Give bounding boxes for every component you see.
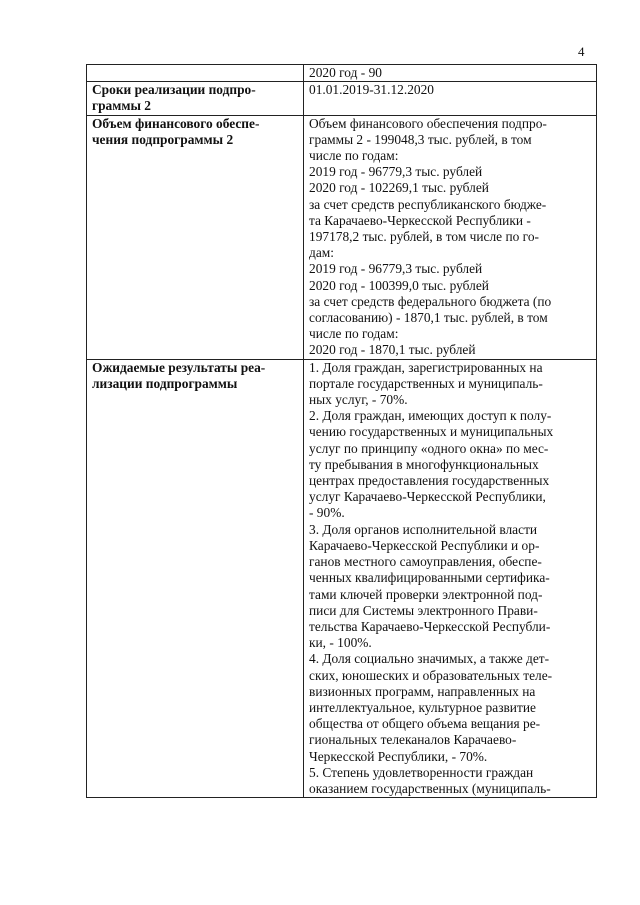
row-value-cell [304, 65, 597, 82]
page-number: 4 [578, 44, 585, 59]
label-line: граммы 2 [92, 98, 151, 114]
value-line: Объем финансового обеспечения подпро- [309, 115, 547, 131]
value-line: граммы 2 - 199048,3 тыс. рублей, в том [309, 131, 532, 147]
value-line: 2020 год - 90 [309, 65, 382, 80]
value-line: 2019 год - 96779,3 тыс. рублей [309, 261, 483, 277]
value-line: 5. Степень удовлетворенности граждан [309, 764, 534, 780]
row-label-cell [87, 359, 304, 797]
value-line: ки, - 100%. [309, 635, 372, 651]
row-label-cell [87, 82, 304, 115]
value-line: ных услуг, - 70%. [309, 392, 408, 408]
subprogram-passport-table [86, 64, 597, 798]
value-line: ту пребывания в многофункциональных [309, 456, 539, 472]
value-line: ских, юношеских и образовательных теле- [309, 667, 553, 683]
value-line: услуг по принципу «одного окна» по мес- [309, 440, 549, 456]
value-line: интеллектуальное, культурное развитие [309, 699, 536, 715]
value-line: Черкесской Республики, - 70%. [309, 748, 488, 764]
label-line: чения подпрограммы 2 [92, 131, 234, 147]
label-line: Объем финансового обеспе- [92, 115, 260, 131]
table-row [87, 65, 597, 82]
value-line: гиональных телеканалов Карачаево- [309, 732, 517, 748]
row-value-cell [304, 359, 597, 797]
value-line: 2. Доля граждан, имеющих доступ к полу- [309, 408, 552, 424]
value-line: дам: [309, 245, 334, 261]
table-row [87, 115, 597, 359]
value-line: чению государственных и муниципальных [309, 424, 554, 440]
value-line: согласованию) - 1870,1 тыс. рублей, в том [309, 310, 548, 326]
value-line: ченных квалифицированными сертифика- [309, 570, 550, 586]
value-line: 197178,2 тыс. рублей, в том числе по го- [309, 229, 539, 245]
value-line: числе по годам: [309, 148, 399, 164]
value-line: оказанием государственных (муниципаль- [309, 780, 551, 796]
value-line: та Карачаево-Черкесской Республики - [309, 212, 531, 228]
label-line: лизации подпрограммы [92, 375, 238, 391]
value-line: тами ключей проверки электронной под- [309, 586, 543, 602]
label-line: Сроки реализации подпро- [92, 82, 256, 98]
value-line: 01.01.2019-31.12.2020 [309, 82, 434, 98]
label-line: Ожидаемые результаты реа- [92, 359, 266, 375]
value-line: 2020 год - 102269,1 тыс. рублей [309, 180, 489, 196]
table-row [87, 82, 597, 115]
value-line: 3. Доля органов исполнительной власти [309, 521, 538, 537]
row-value-cell [304, 115, 597, 359]
table-row [87, 359, 597, 797]
value-line: центрах предоставления государственных [309, 473, 550, 489]
value-line: 4. Доля социально значимых, а также дет- [309, 651, 550, 667]
value-line: ганов местного самоуправления, обеспе- [309, 554, 542, 570]
row-label-cell [87, 65, 304, 82]
row-label-cell [87, 115, 304, 359]
value-line: Карачаево-Черкесской Республики и ор- [309, 537, 540, 553]
value-line: за счет средств федерального бюджета (по [309, 293, 552, 309]
value-line: услуг Карачаево-Черкесской Республики, [309, 489, 546, 505]
value-line: числе по годам: [309, 326, 399, 342]
value-line: - 90%. [309, 505, 345, 521]
value-line: портале государственных и муниципаль- [309, 375, 543, 391]
value-line: за счет средств республиканского бюдже- [309, 196, 547, 212]
value-line: писи для Системы электронного Прави- [309, 602, 538, 618]
value-line: визионных программ, направленных на [309, 683, 536, 699]
value-line: тельства Карачаево-Черкесской Республи- [309, 618, 551, 634]
value-line: 2020 год - 100399,0 тыс. рублей [309, 277, 489, 293]
value-line: 2020 год - 1870,1 тыс. рублей [309, 342, 476, 358]
value-line: 1. Доля граждан, зарегистрированных на [309, 359, 543, 375]
value-line: общества от общего объема вещания ре- [309, 716, 541, 732]
table-body [87, 65, 597, 798]
value-line: 2019 год - 96779,3 тыс. рублей [309, 164, 483, 180]
row-value-cell [304, 82, 597, 115]
